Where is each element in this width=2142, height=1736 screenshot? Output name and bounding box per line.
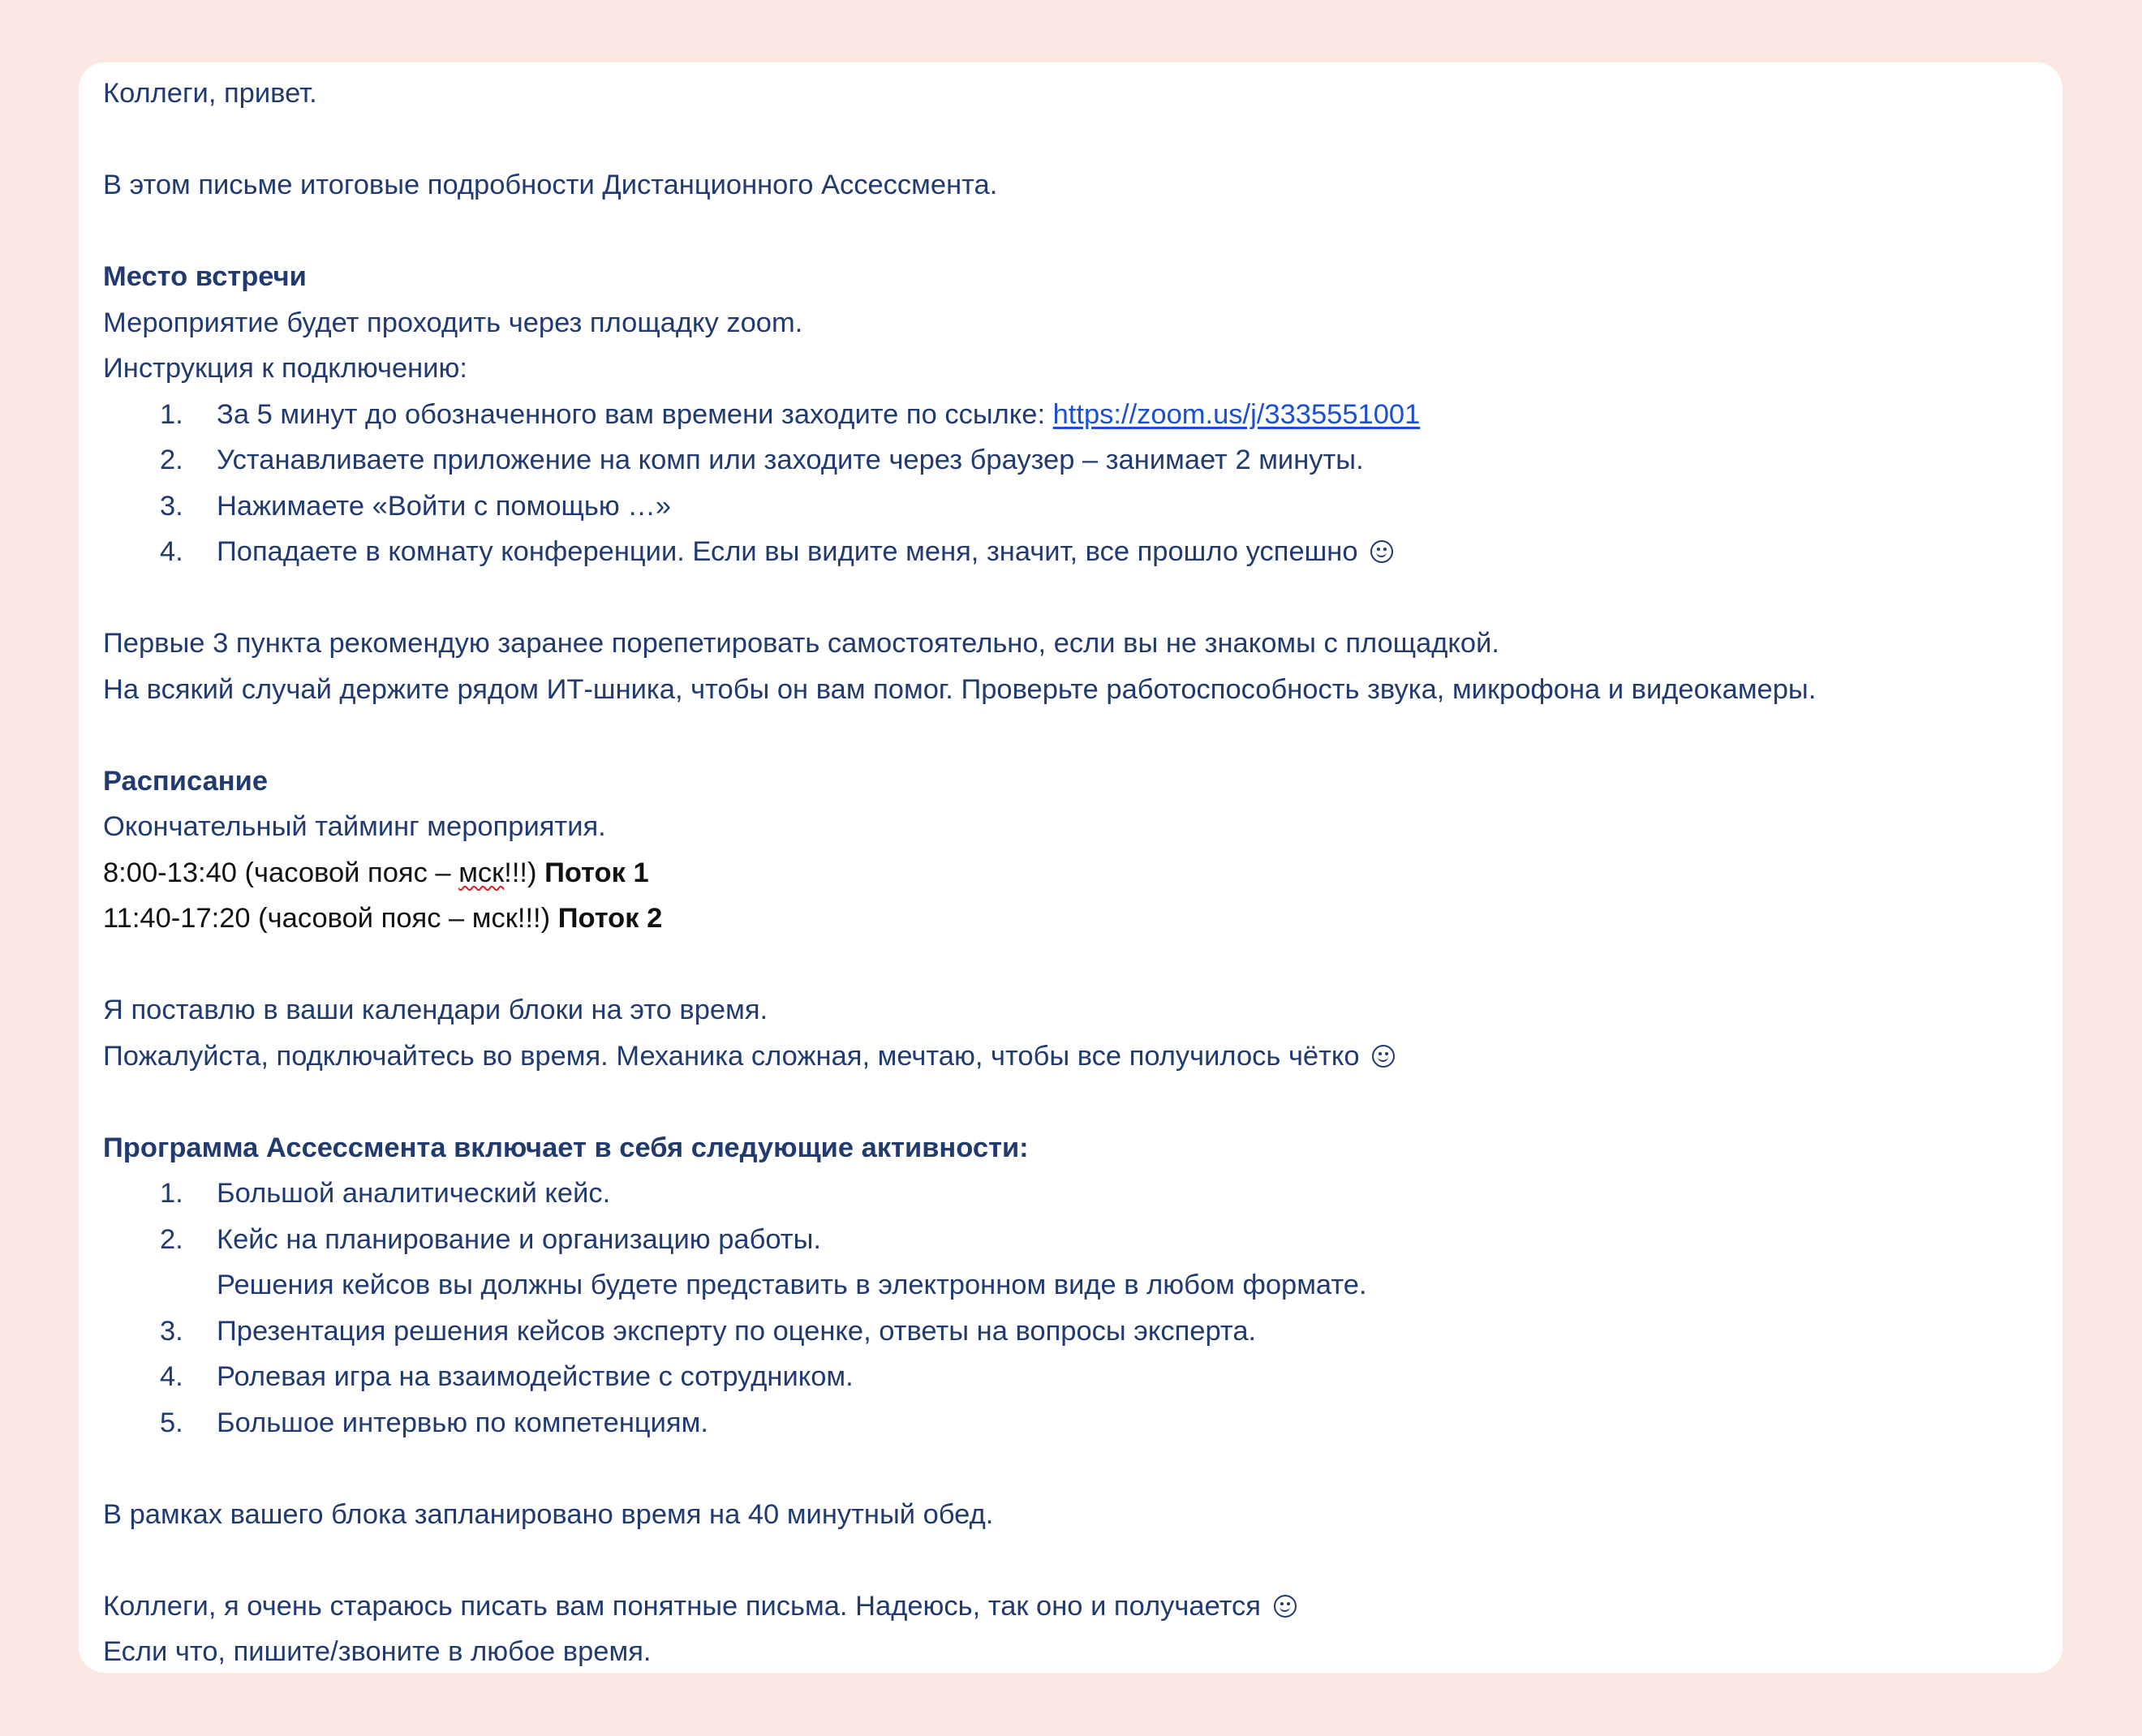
- smiley-face-icon: [1274, 1595, 1297, 1618]
- greeting: Коллеги, привет.: [103, 78, 317, 109]
- schedule-intro: Окончательный тайминг мероприятия.: [103, 811, 606, 842]
- list-text: Большой аналитический кейс.: [217, 1178, 611, 1209]
- list-item: [103, 392, 2054, 438]
- list-text: Устанавливаете приложение на комп или заходите через браузер – занимает 2 минуты.: [217, 445, 1364, 475]
- closing-text: Коллеги, я очень стараюсь писать вам понятные письма. Надеюсь, так оно и получается: [103, 1590, 1261, 1622]
- list-number: 2.: [160, 1223, 183, 1255]
- timezone-word: мск: [458, 857, 505, 888]
- stream-1-line: [103, 850, 2054, 896]
- closing-line-1: [103, 1583, 2054, 1630]
- list-number: 1.: [160, 398, 183, 430]
- email-card: [79, 62, 2062, 1673]
- closing-line-2: Если что, пишите/звоните в любое время.: [103, 1636, 652, 1667]
- smiley-face-icon: [1372, 1045, 1395, 1068]
- list-text: Ролевая игра на взаимодействие с сотрудником.: [217, 1361, 854, 1392]
- stream-2-label: Поток 2: [557, 903, 663, 934]
- schedule-heading: Расписание: [103, 765, 269, 797]
- list-number: 2.: [160, 445, 183, 475]
- list-item: [103, 437, 2054, 483]
- list-item: [103, 483, 2054, 530]
- list-number: 1.: [160, 1178, 183, 1209]
- list-number: 5.: [160, 1407, 183, 1438]
- stream-2-line: [103, 896, 2054, 942]
- list-item-continuation: Решения кейсов вы должны будете представить в электронном виде в любом формате.: [217, 1270, 1367, 1300]
- meeting-heading: Место встречи: [103, 261, 307, 292]
- list-item: [103, 1171, 2054, 1217]
- zoom-link[interactable]: https://zoom.us/j/3335551001: [1052, 398, 1421, 430]
- smiley-face-icon: [1370, 540, 1393, 563]
- stream-1-tail: !!!): [504, 857, 545, 888]
- lunch-note: В рамках вашего блока запланировано время на 40 минутный обед.: [103, 1498, 994, 1530]
- punctuality-text: Пожалуйста, подключайтесь во время. Механика сложная, мечтаю, чтобы все получилось чётко: [103, 1040, 1360, 1072]
- list-number: 3.: [160, 490, 183, 522]
- email-body: [103, 71, 2054, 1673]
- meeting-platform-line: Мероприятие будет проходить через площадку zoom.: [103, 307, 803, 338]
- stream-1-label: Поток 1: [544, 857, 649, 888]
- list-number: 3.: [160, 1315, 183, 1347]
- list-text: Большое интервью по компетенциям.: [217, 1407, 708, 1438]
- list-item: [103, 1354, 2054, 1400]
- instructions-label: Инструкция к подключению:: [103, 353, 467, 384]
- program-heading: Программа Ассессмента включает в себя следующие активности:: [103, 1132, 1029, 1163]
- list-item: [103, 529, 2054, 575]
- list-item: [103, 1217, 2054, 1263]
- list-text: Презентация решения кейсов эксперту по оценке, ответы на вопросы эксперта.: [217, 1315, 1257, 1347]
- stream-2-time: 11:40-17:20 (часовой пояс – мск!!!): [103, 903, 558, 934]
- list-number: 4.: [160, 1361, 183, 1392]
- list-text: Нажимаете «Войти с помощью …»: [217, 490, 672, 522]
- intro-line: В этом письме итоговые подробности Дистанционного Ассессмента.: [103, 170, 998, 200]
- list-text: Попадаете в комнату конференции. Если вы видите меня, значит, все прошло успешно: [217, 536, 1358, 567]
- calendar-note: Я поставлю в ваши календари блоки на это время.: [103, 995, 768, 1025]
- list-number: 4.: [160, 536, 183, 567]
- stream-1-time: 8:00-13:40 (часовой пояс –: [103, 857, 459, 888]
- list-item: [103, 1400, 2054, 1446]
- list-item: [103, 1308, 2054, 1355]
- punctuality-note: [103, 1033, 2054, 1080]
- it-support-note: На всякий случай держите рядом ИТ-шника, чтобы он вам помог. Проверьте работоспособность звука, микрофона и видеокамеры.: [103, 673, 1817, 705]
- list-text: Кейс на планирование и организацию работы.: [217, 1223, 821, 1255]
- rehearse-note: Первые 3 пункта рекомендую заранее порепетировать самостоятельно, если вы не знакомы с площадкой.: [103, 628, 1499, 659]
- list-text: За 5 минут до обозначенного вам времени заходите по ссылке:: [217, 398, 1053, 430]
